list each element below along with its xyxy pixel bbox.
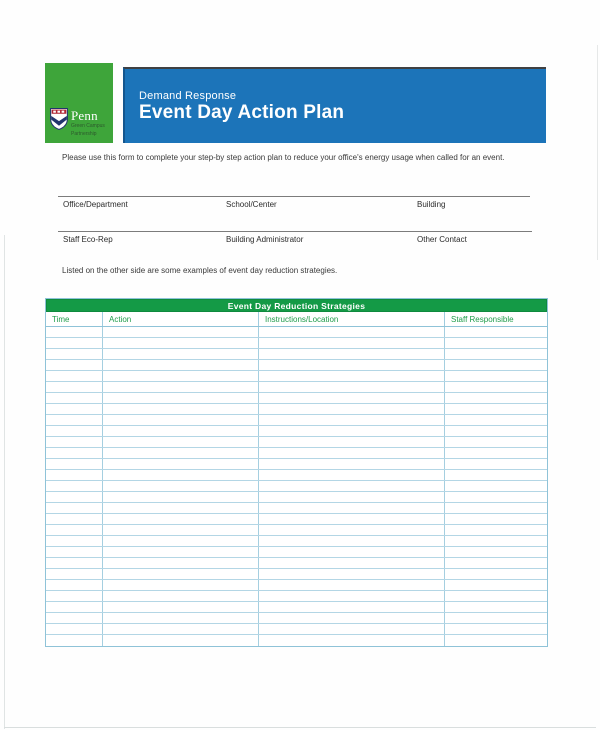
- empty-cell: [445, 580, 547, 590]
- column-header-instructions: Instructions/Location: [259, 312, 445, 326]
- empty-cell: [259, 569, 445, 579]
- table-row: [46, 591, 547, 602]
- empty-cell: [103, 470, 259, 480]
- empty-cell: [445, 602, 547, 612]
- empty-cell: [46, 371, 103, 381]
- table-row: [46, 327, 547, 338]
- table-row: [46, 503, 547, 514]
- table-title: Event Day Reduction Strategies: [46, 299, 547, 312]
- empty-cell: [445, 591, 547, 601]
- empty-cell: [259, 547, 445, 557]
- empty-cell: [103, 404, 259, 414]
- empty-cell: [46, 327, 103, 337]
- empty-cell: [46, 580, 103, 590]
- empty-cell: [103, 437, 259, 447]
- empty-cell: [445, 327, 547, 337]
- empty-cell: [103, 448, 259, 458]
- empty-cell: [46, 349, 103, 359]
- empty-cell: [259, 448, 445, 458]
- empty-cell: [445, 558, 547, 568]
- empty-cell: [103, 624, 259, 634]
- empty-cell: [46, 591, 103, 601]
- empty-cell: [103, 393, 259, 403]
- table-row: [46, 426, 547, 437]
- empty-cell: [259, 602, 445, 612]
- empty-cell: [445, 470, 547, 480]
- empty-cell: [259, 404, 445, 414]
- empty-cell: [445, 393, 547, 403]
- empty-cell: [103, 514, 259, 524]
- empty-cell: [46, 514, 103, 524]
- empty-cell: [445, 382, 547, 392]
- empty-cell: [259, 470, 445, 480]
- empty-cell: [103, 327, 259, 337]
- table-row: [46, 536, 547, 547]
- banner-subtitle: Demand Response: [139, 90, 237, 102]
- empty-cell: [46, 613, 103, 623]
- empty-cell: [46, 404, 103, 414]
- empty-cell: [103, 492, 259, 502]
- empty-cell: [103, 591, 259, 601]
- empty-cell: [103, 602, 259, 612]
- page-title: Event Day Action Plan: [139, 102, 345, 123]
- empty-cell: [46, 503, 103, 513]
- empty-cell: [259, 492, 445, 502]
- field-label-staff-eco-rep: Staff Eco-Rep: [63, 235, 113, 244]
- empty-cell: [46, 415, 103, 425]
- empty-cell: [103, 569, 259, 579]
- field-label-other-contact: Other Contact: [417, 235, 467, 244]
- field-line-1: [58, 196, 530, 197]
- empty-cell: [259, 536, 445, 546]
- empty-cell: [259, 514, 445, 524]
- table-row: [46, 338, 547, 349]
- table-row: [46, 613, 547, 624]
- empty-cell: [445, 569, 547, 579]
- empty-cell: [259, 481, 445, 491]
- empty-cell: [445, 437, 547, 447]
- empty-cell: [103, 371, 259, 381]
- empty-cell: [46, 338, 103, 348]
- table-row: [46, 558, 547, 569]
- table-row: [46, 437, 547, 448]
- empty-cell: [103, 459, 259, 469]
- table-row: [46, 382, 547, 393]
- empty-cell: [103, 382, 259, 392]
- empty-cell: [103, 349, 259, 359]
- empty-cell: [103, 536, 259, 546]
- empty-cell: [103, 547, 259, 557]
- field-label-office-department: Office/Department: [63, 200, 128, 209]
- table-row: [46, 360, 547, 371]
- column-header-time: Time: [46, 312, 103, 326]
- field-label-school-center: School/Center: [226, 200, 277, 209]
- empty-cell: [445, 481, 547, 491]
- empty-cell: [259, 624, 445, 634]
- empty-cell: [259, 591, 445, 601]
- empty-cell: [259, 349, 445, 359]
- empty-cell: [445, 492, 547, 502]
- table-row: [46, 602, 547, 613]
- logo-subtitle-line2: Partnership: [71, 130, 97, 137]
- empty-cell: [445, 547, 547, 557]
- empty-cell: [259, 503, 445, 513]
- empty-cell: [46, 558, 103, 568]
- empty-cell: [103, 558, 259, 568]
- empty-cell: [103, 360, 259, 370]
- empty-cell: [259, 459, 445, 469]
- table-row: [46, 371, 547, 382]
- column-header-staff-responsible: Staff Responsible: [451, 315, 514, 324]
- empty-cell: [445, 503, 547, 513]
- empty-cell: [103, 481, 259, 491]
- table-row: [46, 547, 547, 558]
- empty-cell: [46, 602, 103, 612]
- empty-cell: [259, 371, 445, 381]
- empty-cell: [259, 415, 445, 425]
- table-row: [46, 624, 547, 635]
- empty-cell: [46, 437, 103, 447]
- empty-cell: [259, 327, 445, 337]
- table-row: [46, 569, 547, 580]
- column-header-action: Action: [103, 312, 259, 326]
- penn-logo: [50, 108, 105, 137]
- empty-cell: [46, 459, 103, 469]
- empty-cell: [445, 360, 547, 370]
- empty-cell: [103, 415, 259, 425]
- empty-cell: [445, 448, 547, 458]
- empty-cell: [103, 338, 259, 348]
- empty-cell: [103, 525, 259, 535]
- strategy-table: [45, 298, 548, 647]
- empty-cell: [445, 338, 547, 348]
- penn-logo-block: [45, 63, 113, 143]
- empty-cell: [46, 536, 103, 546]
- table-row: [46, 514, 547, 525]
- empty-cell: [445, 459, 547, 469]
- empty-cell: [46, 569, 103, 579]
- note-text: Listed on the other side are some examples of event day reduction strategies.: [62, 266, 338, 275]
- empty-cell: [259, 525, 445, 535]
- empty-cell: [259, 360, 445, 370]
- empty-cell: [259, 338, 445, 348]
- empty-cell: [445, 536, 547, 546]
- table-row: [46, 459, 547, 470]
- table-row: [46, 448, 547, 459]
- empty-cell: [259, 635, 445, 646]
- empty-cell: [46, 382, 103, 392]
- table-row: [46, 635, 547, 646]
- empty-cell: [445, 415, 547, 425]
- table-row: [46, 580, 547, 591]
- table-row: [46, 415, 547, 426]
- empty-cell: [445, 635, 547, 646]
- table-row: [46, 349, 547, 360]
- table-row: [46, 492, 547, 503]
- empty-cell: [103, 635, 259, 646]
- empty-cell: [445, 525, 547, 535]
- empty-cell: [46, 393, 103, 403]
- empty-cell: [46, 360, 103, 370]
- empty-cell: [46, 481, 103, 491]
- empty-cell: [445, 349, 547, 359]
- scan-edge-bottom: [4, 727, 596, 728]
- title-banner: [123, 67, 546, 143]
- penn-shield-icon: [50, 108, 68, 130]
- empty-cell: [445, 404, 547, 414]
- table-row: [46, 393, 547, 404]
- table-header-row: [46, 312, 547, 327]
- empty-cell: [259, 613, 445, 623]
- empty-cell: [103, 613, 259, 623]
- field-line-2: [58, 231, 532, 232]
- empty-cell: [445, 371, 547, 381]
- empty-cell: [259, 580, 445, 590]
- empty-cell: [259, 393, 445, 403]
- empty-cell: [46, 492, 103, 502]
- empty-cell: [46, 624, 103, 634]
- logo-subtitle-line1: Green Campus: [71, 123, 105, 129]
- empty-cell: [46, 635, 103, 646]
- empty-cell: [46, 448, 103, 458]
- empty-cell: [259, 382, 445, 392]
- strategy-table-body: [46, 327, 547, 646]
- empty-cell: [46, 525, 103, 535]
- empty-cell: [445, 426, 547, 436]
- empty-cell: [103, 503, 259, 513]
- empty-cell: [259, 426, 445, 436]
- logo-wordmark: Penn: [71, 108, 98, 123]
- empty-cell: [259, 558, 445, 568]
- empty-cell: [259, 437, 445, 447]
- empty-cell: [103, 580, 259, 590]
- table-row: [46, 481, 547, 492]
- empty-cell: [46, 426, 103, 436]
- empty-cell: [445, 514, 547, 524]
- table-row: [46, 404, 547, 415]
- empty-cell: [445, 624, 547, 634]
- table-row: [46, 525, 547, 536]
- empty-cell: [46, 470, 103, 480]
- scan-edge-left: [4, 235, 5, 729]
- field-label-building: Building: [417, 200, 446, 209]
- empty-cell: [46, 547, 103, 557]
- table-row: [46, 470, 547, 481]
- field-label-building-administrator: Building Administrator: [226, 235, 304, 244]
- empty-cell: [445, 613, 547, 623]
- intro-text: Please use this form to complete your step-by step action plan to reduce your office's energy usage when called for an event.: [62, 153, 505, 162]
- empty-cell: [103, 426, 259, 436]
- scan-edge-right: [597, 45, 598, 260]
